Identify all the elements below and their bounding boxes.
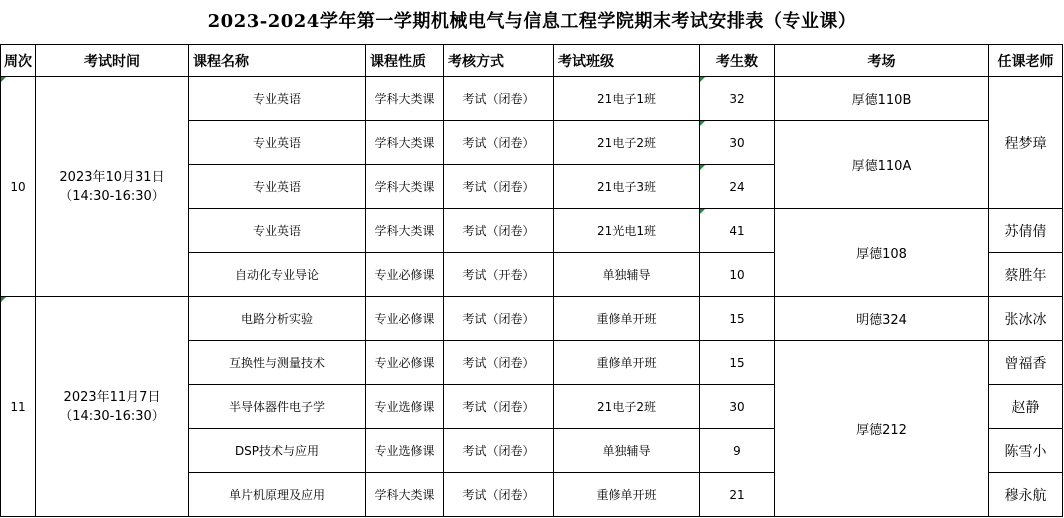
student-count	[700, 209, 775, 253]
week-number: 11	[10, 399, 26, 414]
week-cell	[1, 77, 36, 297]
exam-class: 重修单开班	[554, 473, 700, 517]
count-value: 32	[729, 91, 745, 106]
teacher-name: 程梦璋	[989, 77, 1063, 209]
header-class: 考试班级	[554, 45, 700, 77]
exam-method: 考试（开卷）	[444, 253, 554, 297]
table-row	[1, 77, 1063, 121]
course-name: 电路分析实验	[189, 297, 366, 341]
exam-hours: （14:30-16:30）	[59, 408, 165, 424]
exam-hours: （14:30-16:30）	[59, 188, 165, 204]
teacher-name: 穆永航	[989, 473, 1063, 517]
exam-method: 考试（闭卷）	[444, 297, 554, 341]
exam-room: 厚德110A	[775, 121, 989, 209]
student-count: 10	[700, 253, 775, 297]
teacher-name: 陈雪小	[989, 429, 1063, 473]
cell-marker-icon	[700, 77, 705, 82]
teacher-name: 张冰冰	[989, 297, 1063, 341]
exam-class: 21光电1班	[554, 209, 700, 253]
page-title: 2023-2024学年第一学期机械电气与信息工程学院期末考试安排表（专业课）	[207, 11, 857, 32]
header-teacher: 任课老师	[989, 45, 1063, 77]
student-count: 30	[700, 385, 775, 429]
exam-method: 考试（闭卷）	[444, 77, 554, 121]
exam-class: 21电子1班	[554, 77, 700, 121]
exam-method: 考试（闭卷）	[444, 385, 554, 429]
student-count	[700, 165, 775, 209]
course-nature: 学科大类课	[366, 121, 444, 165]
student-count: 21	[700, 473, 775, 517]
cell-marker-icon	[1, 297, 6, 302]
exam-class: 重修单开班	[554, 297, 700, 341]
course-nature: 专业选修课	[366, 429, 444, 473]
teacher-name: 苏倩倩	[989, 209, 1063, 253]
exam-class: 21电子3班	[554, 165, 700, 209]
course-nature: 专业必修课	[366, 297, 444, 341]
header-week: 周次	[1, 45, 36, 77]
cell-marker-icon	[700, 121, 705, 126]
teacher-name: 赵静	[989, 385, 1063, 429]
exam-class: 21电子2班	[554, 385, 700, 429]
course-nature: 学科大类课	[366, 209, 444, 253]
course-name: 专业英语	[189, 165, 366, 209]
course-name: 专业英语	[189, 121, 366, 165]
week-number: 10	[10, 179, 26, 194]
header-room: 考场	[775, 45, 989, 77]
exam-method: 考试（闭卷）	[444, 209, 554, 253]
exam-method: 考试（闭卷）	[444, 341, 554, 385]
course-name: 单片机原理及应用	[189, 473, 366, 517]
course-name: 半导体器件电子学	[189, 385, 366, 429]
course-nature: 专业必修课	[366, 341, 444, 385]
exam-method: 考试（闭卷）	[444, 473, 554, 517]
course-name: DSP技术与应用	[189, 429, 366, 473]
exam-schedule-table	[0, 44, 1063, 517]
exam-class: 单独辅导	[554, 429, 700, 473]
course-nature: 专业必修课	[366, 253, 444, 297]
header-method: 考核方式	[444, 45, 554, 77]
exam-class: 重修单开班	[554, 341, 700, 385]
exam-room: 厚德110B	[775, 77, 989, 121]
exam-time-cell	[36, 297, 189, 517]
cell-marker-icon	[700, 165, 705, 170]
course-name: 专业英语	[189, 77, 366, 121]
header-row	[1, 45, 1063, 77]
count-value: 24	[729, 179, 745, 194]
teacher-name: 蔡胜年	[989, 253, 1063, 297]
exam-class: 21电子2班	[554, 121, 700, 165]
student-count	[700, 121, 775, 165]
student-count: 9	[700, 429, 775, 473]
student-count: 15	[700, 297, 775, 341]
exam-class: 单独辅导	[554, 253, 700, 297]
student-count	[700, 77, 775, 121]
table-row	[1, 297, 1063, 341]
course-name: 互换性与测量技术	[189, 341, 366, 385]
exam-method: 考试（闭卷）	[444, 121, 554, 165]
header-time: 考试时间	[36, 45, 189, 77]
header-count: 考生数	[700, 45, 775, 77]
course-nature: 学科大类课	[366, 165, 444, 209]
exam-room: 明德324	[775, 297, 989, 341]
count-value: 41	[729, 223, 745, 238]
exam-time-cell	[36, 77, 189, 297]
course-nature: 专业选修课	[366, 385, 444, 429]
count-value: 30	[729, 135, 745, 150]
course-name: 自动化专业导论	[189, 253, 366, 297]
exam-date: 2023年11月7日	[63, 389, 161, 405]
cell-marker-icon	[700, 209, 705, 214]
course-nature: 学科大类课	[366, 473, 444, 517]
student-count: 15	[700, 341, 775, 385]
header-course: 课程名称	[189, 45, 366, 77]
exam-method: 考试（闭卷）	[444, 165, 554, 209]
exam-date: 2023年10月31日	[59, 169, 165, 185]
exam-method: 考试（闭卷）	[444, 429, 554, 473]
header-nature: 课程性质	[366, 45, 444, 77]
week-cell	[1, 297, 36, 517]
teacher-name: 曾福香	[989, 341, 1063, 385]
course-name: 专业英语	[189, 209, 366, 253]
exam-room: 厚德212	[775, 341, 989, 517]
course-nature: 学科大类课	[366, 77, 444, 121]
cell-marker-icon	[1, 77, 6, 82]
exam-room: 厚德108	[775, 209, 989, 297]
